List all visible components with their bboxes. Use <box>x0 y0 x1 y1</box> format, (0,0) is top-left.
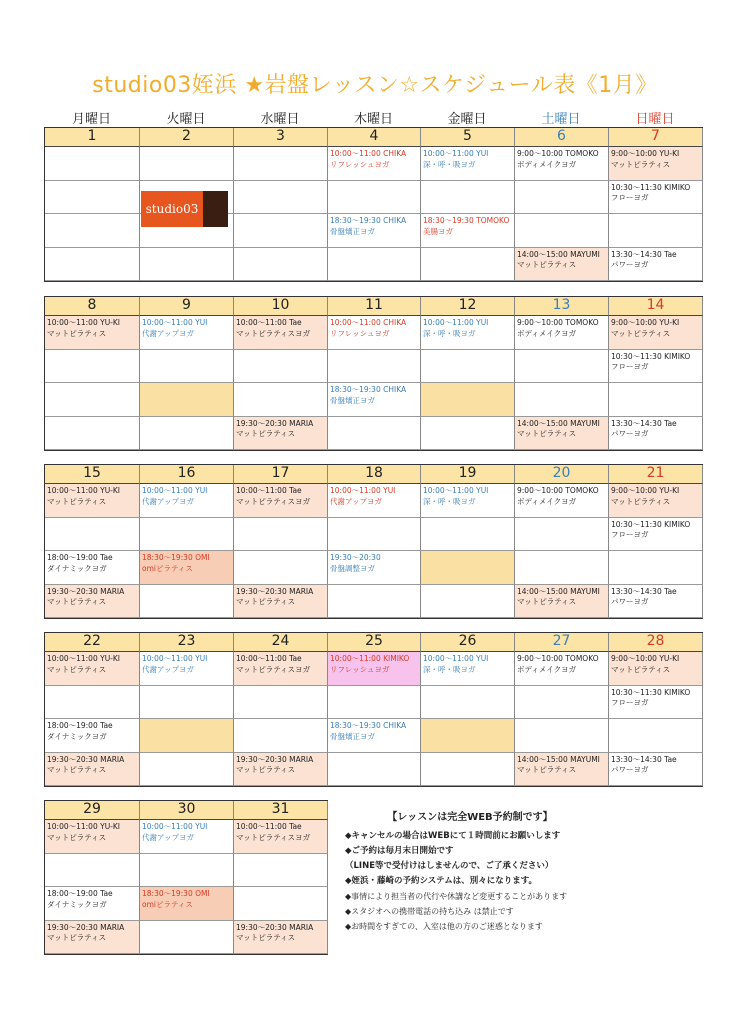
lesson-cell <box>45 753 140 787</box>
empty-cell <box>140 585 234 619</box>
lesson-cell <box>609 417 703 451</box>
day-number: 5 <box>421 128 515 147</box>
lesson-name: マットピラティスヨガ <box>236 496 311 506</box>
lesson-cell <box>140 820 234 854</box>
lesson-time: 10:00～11:00 YUI <box>423 486 489 495</box>
empty-cell <box>234 854 328 888</box>
empty-cell <box>140 518 234 552</box>
logo-text: studio03 <box>141 191 203 227</box>
lesson-cell <box>45 820 140 854</box>
empty-cell <box>421 350 515 384</box>
lesson-name: マットピラティス <box>47 328 107 338</box>
lesson-cell <box>421 316 515 350</box>
day-number: 14 <box>609 297 703 316</box>
empty-cell <box>140 147 234 181</box>
lesson-name: マットピラティス <box>47 664 107 674</box>
lesson-time: 13:30～14:30 Tae <box>611 586 677 596</box>
empty-cell <box>609 383 703 417</box>
day-number: 29 <box>45 801 140 820</box>
lesson-name: ダイナミックヨガ <box>47 731 107 741</box>
lesson-cell <box>234 417 328 451</box>
lesson-time: 14:00～15:00 MAYUMI <box>517 249 600 259</box>
lesson-name: リフレッシュヨガ <box>330 328 390 338</box>
day-number: 30 <box>140 801 234 820</box>
empty-cell <box>421 686 515 720</box>
lesson-cell <box>45 921 140 955</box>
lesson-cell <box>140 316 234 350</box>
lesson-time: 14:00～15:00 MAYUMI <box>517 418 600 428</box>
note-item: ◆スタジオへの携帯電話の持ち込み は禁止です <box>345 907 514 916</box>
lesson-name: マットピラティス <box>236 597 296 606</box>
week-block <box>44 464 703 619</box>
lesson-cell <box>234 316 328 350</box>
lesson-cell <box>234 484 328 518</box>
lesson-cell <box>140 551 234 585</box>
lesson-cell <box>234 820 328 854</box>
lesson-cell <box>609 484 703 518</box>
lesson-time: 9:00～10:00 YU-KI <box>611 486 680 495</box>
lesson-name: ボディメイクヨガ <box>517 159 577 169</box>
empty-cell <box>234 350 328 384</box>
empty-cell <box>234 383 328 417</box>
empty-cell <box>140 719 234 753</box>
lesson-cell <box>609 147 703 181</box>
week-block <box>44 296 703 451</box>
lesson-name: マットピラティス <box>47 496 107 506</box>
lesson-cell <box>328 214 421 248</box>
empty-cell <box>421 248 515 282</box>
lesson-name: 骨盤矯正ヨガ <box>330 226 375 236</box>
empty-cell <box>234 518 328 552</box>
day-number: 1 <box>45 128 140 147</box>
empty-cell <box>234 248 328 282</box>
lesson-name: マットピラティス <box>236 429 296 438</box>
lesson-cell <box>328 484 421 518</box>
lesson-time: 19:30～20:30 MARIA <box>47 586 125 596</box>
note-item-bold: ◆キャンセルの場合はWEBにて１時間前にお願いします <box>345 831 561 841</box>
empty-cell <box>421 719 515 753</box>
lesson-time: 9:00～10:00 YU-KI <box>611 654 680 663</box>
empty-cell <box>140 383 234 417</box>
empty-cell <box>45 686 140 720</box>
empty-cell <box>421 181 515 215</box>
day-number: 11 <box>328 297 421 316</box>
empty-cell <box>234 551 328 585</box>
lesson-time: 14:00～15:00 MAYUMI <box>517 754 600 764</box>
note-item-bold: （LINE等で受付けはしませんので、ご了承ください） <box>345 861 554 871</box>
lesson-cell <box>609 686 703 720</box>
day-number: 17 <box>234 465 328 484</box>
lesson-cell <box>328 551 421 585</box>
lesson-time: 10:30～11:30 KIMIKO <box>611 687 691 697</box>
day-number: 2 <box>140 128 234 147</box>
lesson-time: 10:00～11:00 Tae <box>236 654 302 663</box>
lesson-time: 18:30～19:30 CHIKA <box>330 385 407 394</box>
empty-cell <box>234 719 328 753</box>
lesson-cell <box>140 652 234 686</box>
day-number: 9 <box>140 297 234 316</box>
lesson-cell <box>234 921 328 955</box>
day-number: 12 <box>421 297 515 316</box>
lesson-name: 代謝アップヨガ <box>142 496 194 506</box>
day-number: 13 <box>515 297 609 316</box>
lesson-cell <box>609 181 703 215</box>
lesson-name: マットピラティス <box>517 429 577 438</box>
notes-regular-list <box>345 889 595 934</box>
empty-cell <box>140 248 234 282</box>
lesson-time: 13:30～14:30 Tae <box>611 754 677 764</box>
empty-cell <box>328 417 421 451</box>
lesson-cell <box>45 719 140 753</box>
empty-cell <box>140 753 234 787</box>
empty-cell <box>515 383 609 417</box>
empty-cell <box>515 719 609 753</box>
lesson-time: 19:30～20:30 MARIA <box>47 754 125 764</box>
day-number: 6 <box>515 128 609 147</box>
lesson-cell <box>515 753 609 787</box>
lesson-cell <box>328 316 421 350</box>
empty-cell <box>609 719 703 753</box>
lesson-cell <box>234 753 328 787</box>
empty-cell <box>421 518 515 552</box>
lesson-time: 19:30～20:30 MARIA <box>236 922 314 932</box>
note-item-bold: ◆ご予約は毎月末日開始です <box>345 846 454 856</box>
empty-cell <box>609 214 703 248</box>
empty-cell <box>515 181 609 215</box>
lesson-name: フローヨガ <box>611 698 649 707</box>
weekday-header: 日曜日 <box>635 112 675 127</box>
lesson-time: 13:30～14:30 Tae <box>611 249 677 259</box>
empty-cell <box>234 181 328 215</box>
empty-cell <box>45 854 140 888</box>
empty-cell <box>45 181 140 215</box>
lesson-time: 10:00～11:00 YUI <box>142 486 208 495</box>
lesson-cell <box>328 719 421 753</box>
lesson-cell <box>609 248 703 282</box>
day-number: 3 <box>234 128 328 147</box>
week-block <box>44 632 703 787</box>
empty-cell <box>515 350 609 384</box>
empty-cell <box>328 350 421 384</box>
lesson-cell <box>140 484 234 518</box>
lesson-name: マットピラティス <box>47 832 107 842</box>
lesson-name: 代謝アップヨガ <box>330 496 382 506</box>
day-number: 18 <box>328 465 421 484</box>
lesson-cell <box>609 585 703 619</box>
lesson-time: 18:00～19:00 Tae <box>47 721 113 730</box>
lesson-name: フローヨガ <box>611 193 649 202</box>
page-title: studio03姪浜 ★岩盤レッスン☆スケジュール表《1月》 <box>92 73 658 98</box>
note-item-bold: ◆姪浜・藤崎の予約システムは、別々になります。 <box>345 876 538 886</box>
lesson-time: 9:00～10:00 YU-KI <box>611 149 680 158</box>
lesson-cell <box>515 316 609 350</box>
empty-cell <box>45 417 140 451</box>
empty-cell <box>328 585 421 619</box>
lesson-name: 深・呼・吸ヨガ <box>423 664 476 674</box>
lesson-name: omiピラティス <box>142 563 193 573</box>
lesson-time: 9:00～10:00 TOMOKO <box>517 654 599 663</box>
day-number: 21 <box>609 465 703 484</box>
lesson-name: パワーヨガ <box>611 765 649 774</box>
lesson-time: 10:00～11:00 YU-KI <box>47 822 121 831</box>
lesson-time: 19:30～20:30 MARIA <box>236 418 314 428</box>
lesson-time: 9:00～10:00 TOMOKO <box>517 486 599 495</box>
lesson-name: omiピラティス <box>142 899 193 909</box>
lesson-name: マットピラティスヨガ <box>236 832 311 842</box>
lesson-cell <box>515 417 609 451</box>
lesson-name: 代謝アップヨガ <box>142 832 194 842</box>
lesson-cell <box>234 652 328 686</box>
empty-cell <box>421 585 515 619</box>
lesson-name: マットピラティスヨガ <box>236 328 311 338</box>
lesson-name: 深・呼・吸ヨガ <box>423 496 476 506</box>
lesson-name: マットピラティス <box>611 664 671 674</box>
day-number: 24 <box>234 633 328 652</box>
lesson-name: マットピラティス <box>47 765 107 774</box>
lesson-time: 10:00～11:00 YU-KI <box>47 654 121 663</box>
empty-cell <box>328 181 421 215</box>
lesson-name: 美腸ヨガ <box>423 226 453 236</box>
lesson-name: マットピラティスヨガ <box>236 664 311 674</box>
lesson-time: 18:30～19:30 OMI <box>142 553 210 562</box>
lesson-cell <box>609 316 703 350</box>
lesson-name: マットピラティス <box>611 496 671 506</box>
empty-cell <box>609 551 703 585</box>
lesson-name: ボディメイクヨガ <box>517 496 577 506</box>
lesson-name: フローヨガ <box>611 530 649 539</box>
lesson-time: 10:00～11:00 KIMIKO <box>330 654 410 663</box>
empty-cell <box>45 350 140 384</box>
lesson-cell <box>515 585 609 619</box>
empty-cell <box>140 417 234 451</box>
day-number: 10 <box>234 297 328 316</box>
lesson-cell <box>328 652 421 686</box>
weekday-header: 金曜日 <box>447 112 487 127</box>
lesson-cell <box>45 585 140 619</box>
lesson-name: フローヨガ <box>611 362 649 371</box>
lesson-time: 10:00～11:00 YUI <box>423 654 489 663</box>
lesson-cell <box>515 484 609 518</box>
studio-logo <box>141 191 228 227</box>
day-number: 22 <box>45 633 140 652</box>
empty-cell <box>328 686 421 720</box>
lesson-name: ボディメイクヨガ <box>517 664 577 674</box>
lesson-time: 10:00～11:00 Tae <box>236 486 302 495</box>
empty-cell <box>140 350 234 384</box>
lesson-name: リフレッシュヨガ <box>330 159 390 169</box>
lesson-cell <box>328 147 421 181</box>
lesson-name: マットピラティス <box>517 765 577 774</box>
lesson-time: 10:00～11:00 Tae <box>236 318 302 327</box>
day-number: 31 <box>234 801 328 820</box>
day-number: 25 <box>328 633 421 652</box>
empty-cell <box>421 551 515 585</box>
week-block <box>44 800 328 955</box>
lesson-name: 骨盤矯正ヨガ <box>330 395 375 405</box>
empty-cell <box>140 854 234 888</box>
lesson-time: 10:00～11:00 YUI <box>142 318 208 327</box>
lesson-cell <box>328 383 421 417</box>
empty-cell <box>140 921 234 955</box>
empty-cell <box>421 383 515 417</box>
empty-cell <box>515 214 609 248</box>
weekday-header: 火曜日 <box>166 112 206 127</box>
lesson-time: 18:00～19:00 Tae <box>47 553 113 562</box>
lesson-time: 10:30～11:30 KIMIKO <box>611 182 691 192</box>
empty-cell <box>45 518 140 552</box>
weekday-header: 土曜日 <box>541 112 581 127</box>
empty-cell <box>515 686 609 720</box>
empty-cell <box>234 686 328 720</box>
empty-cell <box>421 417 515 451</box>
lesson-name: パワーヨガ <box>611 260 649 269</box>
empty-cell <box>328 248 421 282</box>
note-item: ◆お時間をすぎての、入室は他の方のご迷惑となります <box>345 922 543 931</box>
lesson-cell <box>421 147 515 181</box>
lesson-time: 13:30～14:30 Tae <box>611 418 677 428</box>
lesson-name: マットピラティス <box>236 765 296 774</box>
lesson-time: 10:00～11:00 YU-KI <box>47 318 121 327</box>
lesson-name: リフレッシュヨガ <box>330 664 390 674</box>
lesson-time: 18:30～19:30 CHIKA <box>330 721 407 730</box>
day-number: 23 <box>140 633 234 652</box>
lesson-time: 10:00～11:00 Tae <box>236 822 302 831</box>
lesson-name: 深・呼・吸ヨガ <box>423 159 476 169</box>
lesson-cell <box>140 887 234 921</box>
lesson-name: パワーヨガ <box>611 597 649 606</box>
day-number: 7 <box>609 128 703 147</box>
lesson-name: 深・呼・吸ヨガ <box>423 328 476 338</box>
lesson-time: 10:30～11:30 KIMIKO <box>611 351 691 361</box>
lesson-time: 19:30～20:30 MARIA <box>47 922 125 932</box>
lesson-cell <box>421 484 515 518</box>
notes-heading: 【レッスンは完全WEB予約制です】 <box>387 812 553 823</box>
lesson-cell <box>45 887 140 921</box>
empty-cell <box>328 753 421 787</box>
lesson-cell <box>234 585 328 619</box>
lesson-time: 18:30～19:30 TOMOKO <box>423 216 510 225</box>
lesson-time: 10:00～11:00 YUI <box>142 654 208 663</box>
lesson-time: 10:00～11:00 CHIKA <box>330 149 407 158</box>
lesson-cell <box>515 652 609 686</box>
lesson-time: 10:00～11:00 YUI <box>423 149 489 158</box>
lesson-time: 10:00～11:00 YU-KI <box>47 486 121 495</box>
day-number: 26 <box>421 633 515 652</box>
lesson-name: マットピラティス <box>611 159 671 169</box>
lesson-name: パワーヨガ <box>611 429 649 438</box>
lesson-name: 代謝アップヨガ <box>142 664 194 674</box>
empty-cell <box>234 147 328 181</box>
lesson-time: 10:00～11:00 YUI <box>330 486 396 495</box>
empty-cell <box>45 248 140 282</box>
empty-cell <box>45 383 140 417</box>
lesson-name: 骨盤矯正ヨガ <box>330 731 375 741</box>
lesson-time: 9:00～10:00 YU-KI <box>611 318 680 327</box>
lesson-time: 10:30～11:30 KIMIKO <box>611 519 691 529</box>
weekday-header: 水曜日 <box>260 112 300 127</box>
lesson-name: マットピラティス <box>611 328 671 338</box>
lesson-name: マットピラティス <box>517 260 577 269</box>
notes-panel <box>345 808 595 934</box>
day-number: 19 <box>421 465 515 484</box>
lesson-name: ダイナミックヨガ <box>47 563 107 573</box>
lesson-cell <box>45 316 140 350</box>
day-number: 28 <box>609 633 703 652</box>
lesson-time: 10:00～11:00 CHIKA <box>330 318 407 327</box>
lesson-name: 代謝アップヨガ <box>142 328 194 338</box>
empty-cell <box>234 214 328 248</box>
lesson-time: 18:30～19:30 OMI <box>142 889 210 898</box>
empty-cell <box>515 518 609 552</box>
lesson-cell <box>421 214 515 248</box>
lesson-cell <box>45 551 140 585</box>
lesson-time: 19:30～20:30 MARIA <box>236 586 314 596</box>
day-number: 8 <box>45 297 140 316</box>
logo-dark-block <box>203 191 228 227</box>
lesson-name: マットピラティス <box>47 597 107 606</box>
day-number: 15 <box>45 465 140 484</box>
lesson-time: 10:00～11:00 YUI <box>142 822 208 831</box>
lesson-time: 19:30～20:30 <box>330 553 381 562</box>
empty-cell <box>328 518 421 552</box>
note-item: ◆事情により担当者の代行や休講など変更することがあります <box>345 892 568 901</box>
empty-cell <box>234 887 328 921</box>
empty-cell <box>515 551 609 585</box>
lesson-cell <box>421 652 515 686</box>
lesson-time: 9:00～10:00 TOMOKO <box>517 149 599 158</box>
lesson-name: マットピラティス <box>236 933 296 942</box>
lesson-cell <box>609 652 703 686</box>
lesson-cell <box>609 350 703 384</box>
lesson-cell <box>609 518 703 552</box>
weekday-header: 木曜日 <box>353 112 393 127</box>
lesson-time: 18:30～19:30 CHIKA <box>330 216 407 225</box>
empty-cell <box>421 753 515 787</box>
lesson-cell <box>609 753 703 787</box>
empty-cell <box>140 686 234 720</box>
lesson-cell <box>515 147 609 181</box>
lesson-time: 14:00～15:00 MAYUMI <box>517 586 600 596</box>
lesson-cell <box>515 248 609 282</box>
day-number: 16 <box>140 465 234 484</box>
lesson-time: 9:00～10:00 TOMOKO <box>517 318 599 327</box>
lesson-name: マットピラティス <box>47 933 107 942</box>
lesson-cell <box>45 484 140 518</box>
lesson-time: 19:30～20:30 MARIA <box>236 754 314 764</box>
lesson-time: 18:00～19:00 Tae <box>47 889 113 898</box>
notes-bold-list <box>345 829 595 889</box>
lesson-name: ボディメイクヨガ <box>517 328 577 338</box>
lesson-time: 10:00～11:00 YUI <box>423 318 489 327</box>
day-number: 4 <box>328 128 421 147</box>
day-number: 27 <box>515 633 609 652</box>
weekday-header: 月曜日 <box>71 112 111 127</box>
empty-cell <box>45 214 140 248</box>
day-number: 20 <box>515 465 609 484</box>
lesson-name: マットピラティス <box>517 597 577 606</box>
lesson-name: ダイナミックヨガ <box>47 899 107 909</box>
lesson-cell <box>45 652 140 686</box>
lesson-name: 骨盤調整ヨガ <box>330 563 375 573</box>
empty-cell <box>45 147 140 181</box>
